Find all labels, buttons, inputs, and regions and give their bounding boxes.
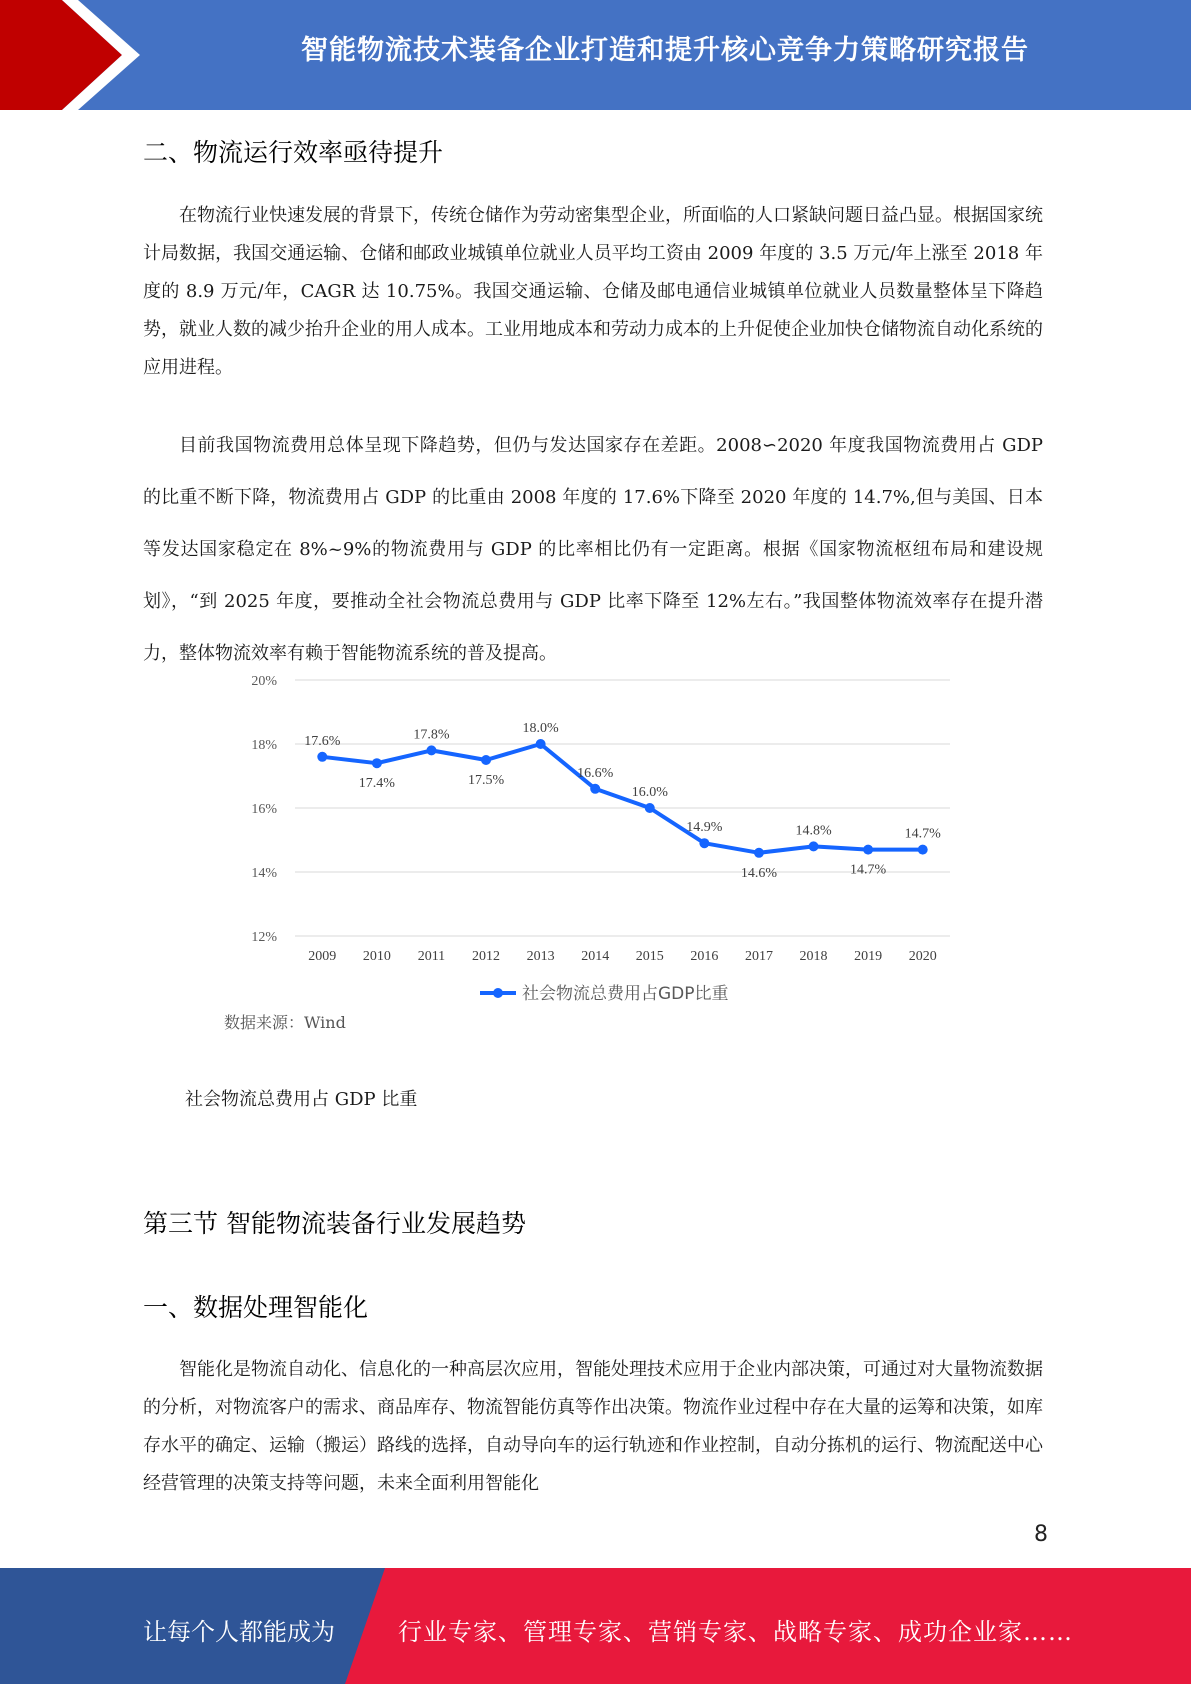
x-tick-label: 2015: [635, 949, 664, 964]
data-label: 17.5%: [467, 773, 505, 788]
x-tick-label: 2012: [472, 949, 501, 964]
paragraph-labor-cost: 在物流行业快速发展的背景下，传统仓储作为劳动密集型企业，所面临的人口紧缺问题日益凸显。根据国家统计局数据，我国交通运输、仓储和邮政业城镇单位就业人员平均工资由 2009 年度的 3.5 万元/年上涨至 2018 年度的 8.9 万元/年，CAGR 达 10.75%。我国交通运输、仓储及邮电通信业城镇单位就业人员数量整体呈下降趋势，就业人数的减少抬升企业的用人成本。工业用地成本和劳动力成本的上升促使企业加快仓储物流自动化系统的应用进程。: [143, 205, 1043, 378]
page-number: 8: [1034, 1522, 1048, 1547]
data-label: 16.6%: [577, 765, 614, 781]
legend-label: 社会物流总费用占GDP比重: [522, 984, 729, 1004]
data-label: 16.0%: [631, 785, 668, 800]
y-tick-label: 20%: [251, 674, 277, 689]
data-label: 18.0%: [522, 721, 559, 736]
x-tick-label: 2018: [799, 949, 828, 964]
chart-source: 数据来源：Wind: [224, 1013, 346, 1032]
chart-caption: 社会物流总费用占 GDP 比重: [185, 1089, 418, 1110]
y-tick-label: 18%: [251, 738, 277, 753]
x-tick-label: 2019: [854, 949, 883, 964]
data-point: [645, 803, 655, 813]
data-point: [699, 838, 709, 848]
data-label: 17.6%: [304, 733, 341, 749]
data-point: [809, 841, 819, 851]
x-tick-label: 2009: [308, 949, 337, 964]
data-label: 14.8%: [795, 823, 832, 839]
report-title: 智能物流技术装备企业打造和提升核心竞争力策略研究报告: [301, 35, 1029, 66]
x-tick-label: 2011: [417, 949, 446, 964]
data-point: [426, 745, 436, 755]
data-point: [754, 848, 764, 858]
y-tick-label: 16%: [251, 802, 277, 817]
data-label: 14.7%: [850, 862, 887, 878]
data-point: [372, 758, 382, 768]
section-heading-intelligent-data: 一、数据处理智能化: [143, 1293, 369, 1322]
data-point: [317, 752, 327, 762]
data-label: 17.8%: [413, 727, 450, 743]
x-tick-label: 2016: [690, 949, 719, 964]
y-tick-label: 12%: [251, 930, 277, 945]
footer-slogan-left: 让每个人都能成为: [143, 1618, 335, 1646]
y-tick-label: 14%: [251, 866, 277, 881]
paragraph-intelligence: 智能化是物流自动化、信息化的一种高层次应用，智能处理技术应用于企业内部决策，可通过对大量物流数据的分析，对物流客户的需求、商品库存、物流智能仿真等作出决策。物流作业过程中存在大量的运筹和决策，如库存水平的确定、运输（搬运）路线的选择，自动导向车的运行轨迹和作业控制，自动分拣机的运行、物流配送中心经营管理的决策支持等问题，未来全面利用智能化: [143, 1359, 1043, 1494]
paragraph-logistics-cost: 目前我国物流费用总体呈现下降趋势，但仍与发达国家存在差距。2008∽2020 年度我国物流费用占 GDP 的比重不断下降，物流费用占 GDP 的比重由 2008 年度的 17.6%下降至 2020 年度的 14.7%,但与美国、日本等发达国家稳定在 8%~9%的物流费用与 GDP 的比率相比仍有一定距离。根据《国家物流枢纽布局和建设规划》，“到 2025 年度，要推动全社会物流总费用与 GDP 比率下降至 12%左右。”我国整体物流效率存在提升潜力，整体物流效率有赖于智能物流系统的普及提高。: [143, 435, 1043, 664]
logistics-cost-gdp-chart: [220, 660, 960, 1020]
legend-swatch-marker: [493, 988, 503, 998]
data-label: 14.6%: [740, 865, 778, 881]
series-line: [322, 744, 922, 853]
footer-band: [0, 1568, 1191, 1684]
data-point: [918, 845, 928, 855]
x-tick-label: 2020: [908, 949, 937, 964]
x-tick-label: 2017: [744, 949, 773, 964]
x-tick-label: 2010: [362, 949, 391, 964]
data-point: [536, 739, 546, 749]
data-point: [590, 784, 600, 794]
header-band: [0, 0, 1191, 110]
data-label: 14.9%: [686, 820, 723, 836]
chapter-heading: 第三节 智能物流装备行业发展趋势: [143, 1209, 526, 1238]
data-point: [863, 845, 873, 855]
data-point: [481, 755, 491, 765]
section-heading-efficiency: 二、物流运行效率亟待提升: [143, 138, 444, 167]
footer-slogan-right: 行业专家、管理专家、营销专家、战略专家、成功企业家……: [398, 1618, 1073, 1646]
data-label: 14.7%: [904, 826, 941, 842]
header-arrow-decoration: [0, 0, 160, 110]
data-label: 17.4%: [358, 776, 395, 792]
x-tick-label: 2013: [526, 949, 555, 964]
x-tick-label: 2014: [581, 949, 610, 964]
